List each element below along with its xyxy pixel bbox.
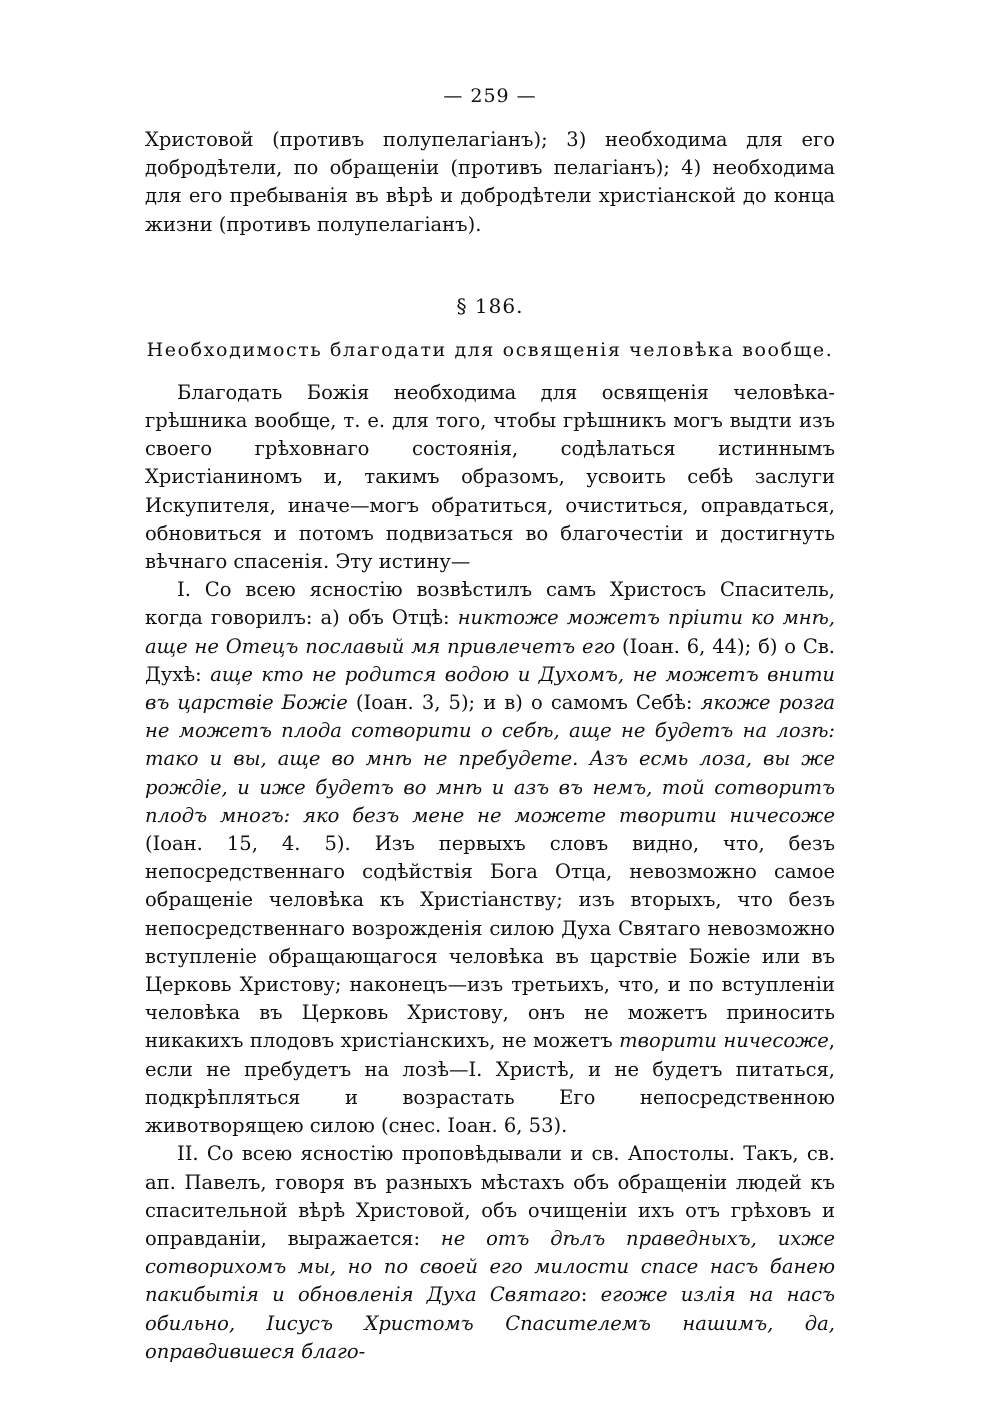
point-two-text-1: II. Со всею ясностію проповѣдывали и св. Апостолы. Такъ, св. ап. Павелъ, говоря въ разныхъ мѣстахъ объ обращеніи людей къ спасительной вѣрѣ Христовой, объ очищеніи ихъ отъ грѣховъ и оправданіи, выражается: bbox=[145, 1142, 835, 1250]
point-one-text-2: (Іоан. 6, 44); б) о Св. Духѣ: bbox=[145, 634, 835, 686]
page-number: — 259 — bbox=[443, 85, 537, 107]
point-one-text-3: (Іоан. 3, 5); и в) о самомъ Себѣ: bbox=[347, 691, 701, 715]
point-two-paragraph bbox=[145, 1140, 835, 1366]
point-one-text-1: I. Со всею ясностію возвѣстилъ самъ Христосъ Спаситель, когда говорилъ: а) объ Отцѣ: bbox=[145, 578, 835, 630]
point-two-quote-2: егоже излія на насъ обильно, Іисусъ Христомъ Спасителемъ нашимъ, да, оправдившеся благо- bbox=[145, 1283, 835, 1363]
point-two-text-2: : bbox=[580, 1283, 601, 1307]
point-one-paragraph bbox=[145, 576, 835, 1140]
point-one-quote-4: творити ничесоже bbox=[619, 1029, 829, 1053]
point-one-quote-3: якоже розга не можетъ плода сотворити о себѣ, аще не будетъ на лозѣ: тако и вы, аще во мнѣ не пребудете. Азъ есмь лоза, вы же рождіе, и иже будетъ во мнѣ и азъ въ немъ, той сотворитъ плодъ многъ: яко безъ мене не можете творити ничесоже bbox=[145, 691, 835, 827]
section-number: § 186. bbox=[456, 293, 524, 318]
point-one-quote-1: никтоже можетъ пріити ко мнѣ, аще не Отецъ пославый мя привлечетъ его bbox=[145, 606, 835, 658]
intro-paragraph: Благодать Божія необходима для освященія человѣка-грѣшника вообще, т. е. для того, чтобы грѣшникъ могъ выдти изъ своего грѣховнаго состоянія, содѣлаться истиннымъ Христіаниномъ и, такимъ образомъ, усвоить себѣ заслуги Искупителя, иначе—могъ обратиться, очиститься, оправдаться, обновиться и потомъ подвизаться во благочестіи и достигнуть вѣчнаго спасенія. Эту истину— bbox=[145, 380, 835, 574]
point-one-text-4: (Іоан. 15, 4. 5). Изъ первыхъ словъ видно, что, безъ непосредственнаго содѣйствія Бога Отца, невозможно самое обращеніе человѣка къ Христіанству; изъ вторыхъ, что безъ непосредственнаго возрожденія силою Духа Святаго невозможно вступленіе обращающагося человѣка въ царствіе Божіе или въ Церковь Христову; наконецъ—изъ третьихъ, что, и по вступленіи человѣка въ Церковь Христову, онъ не можетъ приносить никакихъ плодовъ христіанскихъ, не можетъ bbox=[145, 832, 835, 1053]
point-two-quote-1: не отъ дѣлъ праведныхъ, ихже сотворихомъ мы, но по своей его милости спасе насъ банею пакибытія и обновленія Духа Святаго bbox=[145, 1226, 835, 1307]
point-one-quote-2: аще кто не родится водою и Духомъ, не можетъ внити въ царствіе Божіе bbox=[145, 662, 835, 715]
section-title: Необходимость благодати для освященія человѣка вообще. bbox=[146, 338, 834, 361]
opening-paragraph: Христовой (противъ полупелагіанъ); 3) необходима для его добродѣтели, по обращеніи (противъ пелагіанъ); 4) необходима для его пребыванія въ вѣрѣ и добродѣтели христіанской до конца жизни (противъ полупелагіанъ). bbox=[145, 128, 835, 236]
point-one-text-5: , если не пребудетъ на лозѣ—I. Христѣ, и не будетъ питаться, подкрѣпляться и возрастать Его непосредственною животворящею силою (снес. Іоан. 6, 53). bbox=[145, 1029, 835, 1138]
book-page bbox=[145, 82, 835, 1366]
